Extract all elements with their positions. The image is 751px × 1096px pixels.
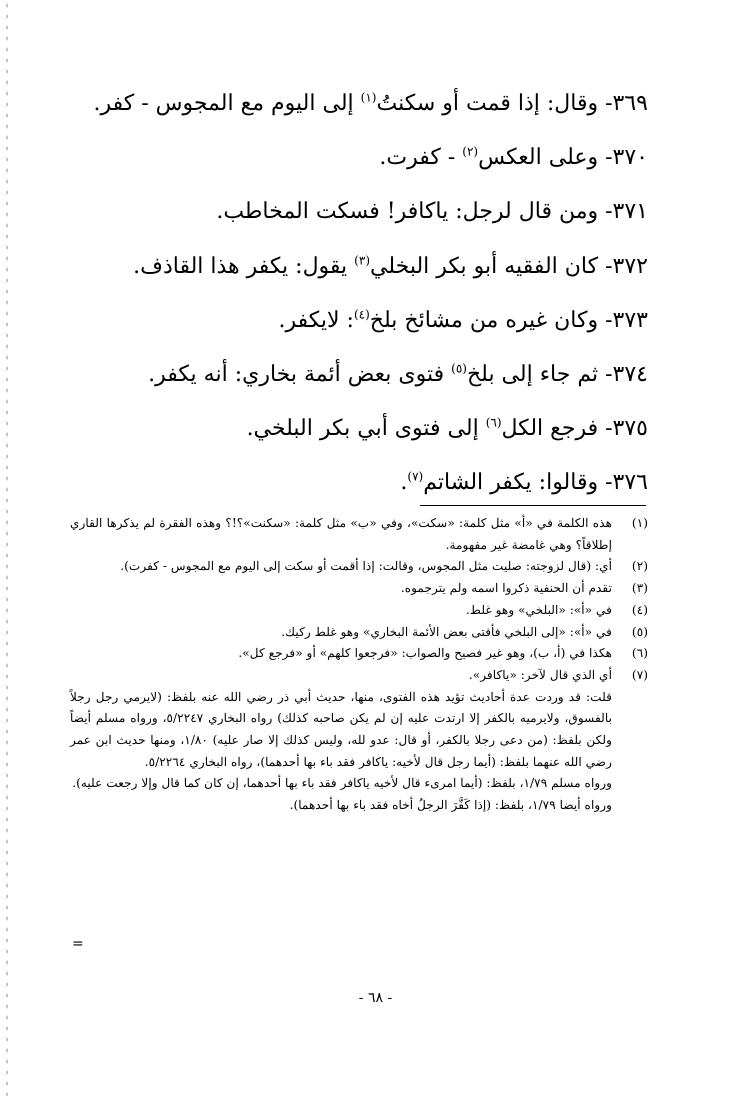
line-text: فرجع الكل [501,416,599,442]
footnote-text: تقدم أن الحنفية ذكروا اسمه ولم يترجموه. [400,581,612,596]
line-text: كان الفقيه أبو بكر البخلي [370,253,599,279]
footnote [70,622,648,644]
main-line-370: ٣٧٠- وعلى العكس$^{(٢)}$ - كفرت. [379,144,648,171]
main-line-374: ٣٧٤- ثم جاء إلى بلخ$^{(٥)}$ فتوى بعض أئمة بخاري: أنه يكفر. [148,361,648,387]
line-text: وعلى العكس [478,145,599,171]
page-number: - ٦٨ - [358,990,393,1006]
footnote-number: (٢) [631,559,648,574]
main-line-369: ٣٦٩- وقال: إذا قمت أو سكنتُ$^{(١)}$ إلى اليوم مع المجوس - كفر. [93,90,648,116]
footnote-ref: (٧) [407,469,424,484]
main-text [93,84,648,518]
scan-edge-dots [4,0,10,1096]
line-text-rest: . [400,470,408,496]
line-text-rest: : لايكفر. [278,307,354,333]
comment-paragraph: قلت: قد وردت عدة أحاديث تؤيد هذه الفتوى، منها، حديث أبي ذر رضي الله عنه بلفظ: (لايرمي رجل رجلاً بالفسوق، ولايرميه بالكفر إلا ارتدت عليه إن لم يكن صاحبه كذلك) رواه البخاري ٥/٢٢٤٧، ورواه مسلم أيضاً ولكن بلفظ: (من دعى رجلا بالكفر، أو قال: عدو لله، وليس كذلك إلا صار عليه) ١/٨٠، ومنها حديث ابن عمر رضي الله عنهما بلفظ: (أيما رجل قال لأخيه: ياكافر فقد باء بها أحدهما)، رواه البخاري ٥/٢٢٦٤. [70,689,612,769]
footnote [70,665,648,687]
footnote-number: (١) [631,516,648,530]
line-number: ٣٧٦ [612,470,648,496]
footnote [70,600,648,622]
footnote [70,513,648,556]
main-line-372: ٣٧٢- كان الفقيه أبو بكر البخلي$^{(٣)}$ يقول: يكفر هذا القاذف. [133,253,648,279]
footnote-ref: (١) [360,90,377,105]
footnote-ref: (٣) [354,253,370,268]
line-text: ومن قال لرجل: ياكافر! فسكت المخاطب. [216,199,599,225]
footnote-text: هكذا في (أ، ب)، وهو غير فصيح والصواب: «فرجعوا كلهم» أو «فرجع كل». [238,646,612,661]
line-text: وكان غيره من مشائخ بلخ [369,307,599,333]
footnote-text: في «أ»: «البلخي» وهو غلط. [465,602,612,617]
footnote-ref: (٥) [451,361,467,376]
line-number: ٣٧٥ [612,416,648,442]
line-text-rest: إلى فتوى أبي بكر البلخي. [246,416,486,442]
continuation-mark: = [72,936,84,952]
footnote-text: في «أ»: «إلى البلخي فأفتى بعض الأئمة البخاري» وهو غلط ركيك. [281,624,612,639]
footnote-number: (٦) [631,646,648,661]
comment-paragraph: ورواه مسلم ١/٧٩، بلفظ: (أيما امرىء قال لأخيه ياكافر فقد باء بها أحدهما، إن كان كما قال وإلا رجعت عليه). [72,776,612,791]
line-number: ٣٧٤ [612,361,648,387]
footnote-ref: (٢) [462,144,479,159]
main-line-373: ٣٧٣- وكان غيره من مشائخ بلخ$^{(٤)}$: لايكفر. [278,307,648,333]
line-text-rest: فتوى بعض أئمة بخاري: أنه يكفر. [148,361,452,387]
line-number: ٣٦٩ [612,91,648,116]
editor-comment [70,687,648,817]
comment-paragraph: ورواه أيضا ١/٧٩، بلفظ: (إذا كَفَّرَ الرجلُ أخاه فقد باء بها أحدهما). [289,798,612,813]
footnote [70,556,648,578]
footnote-text: أي الذي قال لآخر: «ياكافر». [468,667,612,682]
line-number: ٣٧٣ [612,307,648,333]
footnote [70,643,648,665]
footnote-ref: (٦) [485,415,502,430]
footnote-separator [420,505,646,506]
line-text-rest: إلى اليوم مع المجوس - كفر. [93,91,361,116]
footnote-number: (٤) [631,602,648,617]
footnote-ref: (٤) [353,307,370,322]
line-text: وقالوا: يكفر الشاتم [423,470,599,496]
main-line-376: ٣٧٦- وقالوا: يكفر الشاتم$^{(٧)}$. [400,469,648,496]
line-text: ثم جاء إلى بلخ [466,361,599,387]
main-line-371: ٣٧١- ومن قال لرجل: ياكافر! فسكت المخاطب. [216,199,648,225]
footnote [70,578,648,600]
footnotes [70,513,648,817]
line-text-rest: - كفرت. [379,145,463,171]
footnote-number: (٥) [631,624,648,639]
footnote-number: (٧) [631,667,648,682]
line-number: ٣٧٢ [612,253,648,279]
footnote-text: هذه الكلمة في «أ» مثل كلمة: «سكت»، وفي «ب» مثل كلمة: «سكنت»؟!؟ وهذه الفقرة لم يذكرها القاري إطلاقاً؟ وهي غامضة غير مفهومة. [70,516,612,552]
footnote-number: (٣) [631,581,648,596]
line-text-rest: يقول: يكفر هذا القاذف. [133,253,355,279]
main-line-375: ٣٧٥- فرجع الكل$^{(٦)}$ إلى فتوى أبي بكر البلخي. [246,415,648,442]
line-number: ٣٧١ [612,199,648,225]
line-number: ٣٧٠ [612,145,648,171]
line-text: وقال: إذا قمت أو سكنتُ [376,91,599,116]
footnote-text: أي: (قال لزوجته: صليت مثل المجوس، وقالت: إذا أقمت أو سكت إلى اليوم مع المجوس - كفرت). [120,559,612,574]
